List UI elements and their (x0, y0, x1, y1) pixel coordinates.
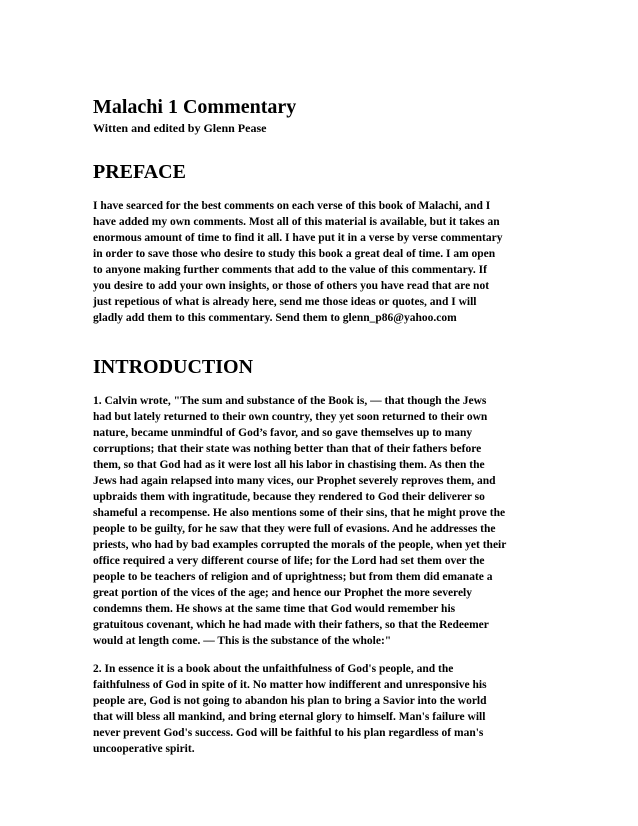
intro-line: 2. In essence it is a book about the unfaithfulness of God's people, and the (93, 663, 454, 675)
intro-line: them, so that God had as it were lost all his labor in chastising them. As then the (93, 459, 485, 471)
intro-line: upbraids them with ingratitude, because they rendered to God their deliverer so (93, 491, 485, 503)
introduction-paragraph-1 (93, 393, 563, 649)
intro-line: never prevent God's success. God will be faithful to his plan regardless of man's (93, 727, 484, 739)
preface-line: just repetious of what is already here, send me those ideas or quotes, and I will (93, 296, 477, 308)
introduction-heading: INTRODUCTION (93, 356, 254, 378)
preface-heading: PREFACE (93, 161, 186, 183)
intro-line: people to be teachers of religion and of uprightness; but from them did emanate a (93, 571, 493, 583)
document-subtitle: Witten and edited by Glenn Pease (93, 121, 267, 135)
preface-line: in order to save those who desire to study this book a great deal of time. I am open (93, 248, 496, 260)
intro-line: 1. Calvin wrote, "The sum and substance of the Book is, — that though the Jews (93, 395, 487, 407)
intro-line: people are, God is not going to abandon his plan to bring a Savior into the world (93, 695, 487, 707)
intro-line: faithfulness of God in spite of it. No matter how indifferent and unresponsive his (93, 679, 487, 691)
intro-line: nature, became unmindful of God’s favor, and so gave themselves up to many (93, 427, 473, 439)
intro-line: corruptions; that their state was nothing better than that of their fathers before (93, 443, 482, 455)
intro-line: shameful a recompense. He also mentions some of their sins, that he might prove the (93, 507, 506, 519)
intro-line: people to be guilty, for he saw that they were full of evasions. And he addresses the (93, 523, 496, 535)
intro-line: would at length come. — This is the substance of the whole:" (93, 635, 392, 647)
intro-line: uncooperative spirit. (93, 743, 195, 755)
intro-line: had but lately returned to their own country, they yet soon returned to their own (93, 411, 488, 423)
intro-line: great portion of the vices of the age; and hence our Prophet the more severely (93, 587, 473, 599)
introduction-paragraph-2 (93, 661, 563, 757)
intro-line: gratuitous covenant, which he had made with their fathers, so that the Redeemer (93, 619, 489, 631)
intro-line: priests, who had by bad examples corrupted the morals of the people, when yet their (93, 539, 507, 551)
intro-line: that will bless all mankind, and bring eternal glory to himself. Man's failure will (93, 711, 486, 723)
intro-line: Jews had again relapsed into many vices, our Prophet severely reproves them, and (93, 475, 496, 487)
preface-line: I have searced for the best comments on each verse of this book of Malachi, and I (93, 200, 491, 212)
document-body (93, 96, 563, 757)
preface-line: to anyone making further comments that add to the value of this commentary. If (93, 264, 487, 276)
intro-line: office required a very different course of life; for the Lord had set them over the (93, 555, 485, 567)
preface-line: you desire to add your own insights, or those of others you have read that are not (93, 280, 490, 292)
preface-paragraph (93, 198, 563, 326)
preface-line: enormous amount of time to find it all. I have put it in a verse by verse commentary (93, 232, 503, 244)
document-title: Malachi 1 Commentary (93, 96, 297, 118)
intro-line: condemns them. He shows at the same time that God would remember his (93, 603, 456, 615)
preface-line: have added my own comments. Most all of this material is available, but it takes an (93, 216, 500, 228)
preface-line: gladly add them to this commentary. Send them to glenn_p86@yahoo.com (93, 312, 457, 324)
